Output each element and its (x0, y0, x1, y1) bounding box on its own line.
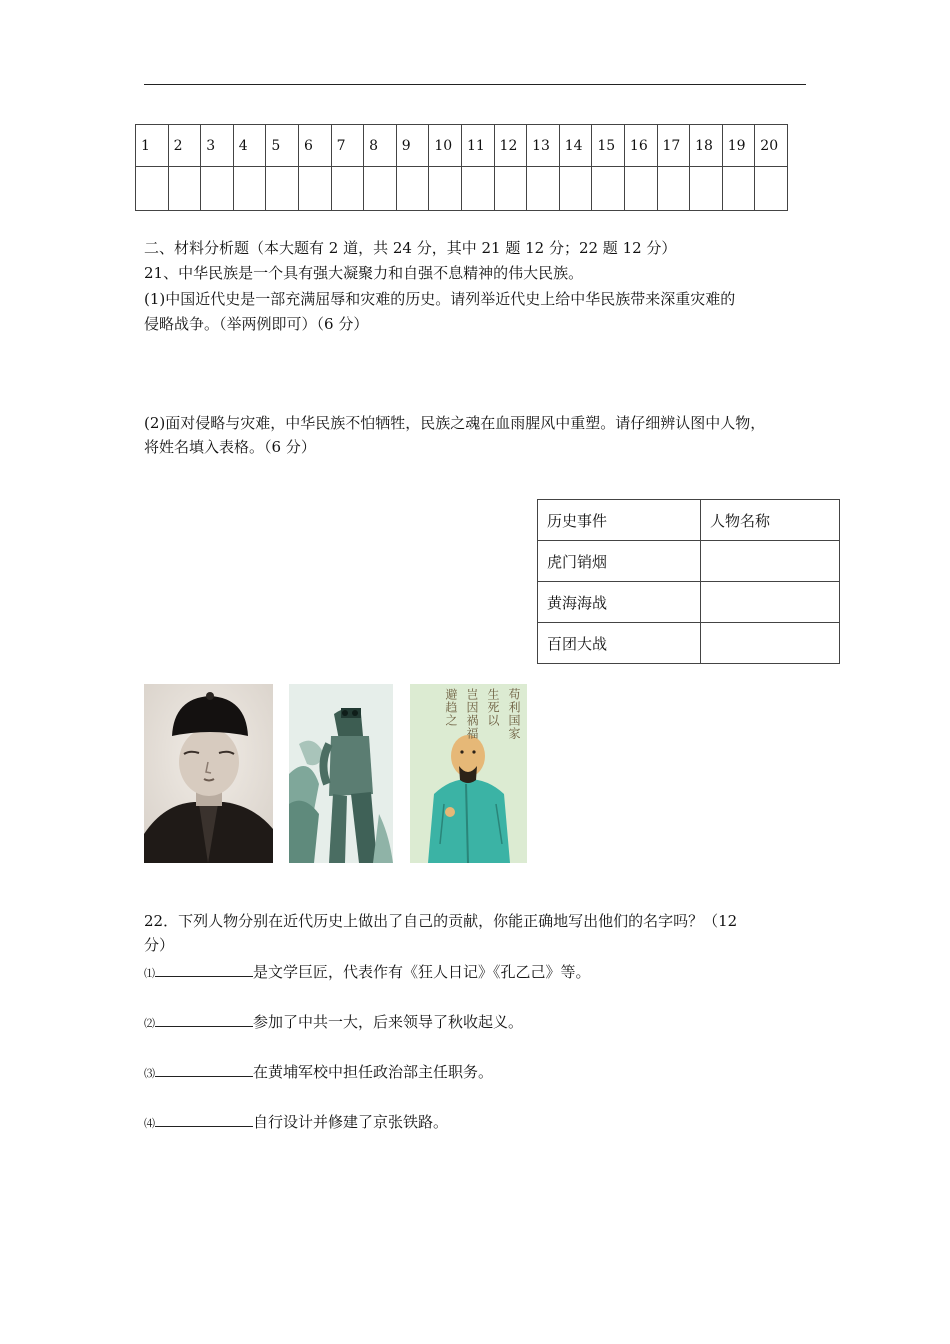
item-text: 在黄埔军校中担任政治部主任职务。 (253, 1063, 494, 1081)
answer-cell[interactable] (559, 167, 592, 211)
answer-blank[interactable] (155, 1062, 253, 1077)
answer-number: 1 (136, 125, 169, 167)
answer-number: 15 (592, 125, 625, 167)
inscription-column: 生死以 (486, 688, 500, 727)
answer-number: 8 (364, 125, 397, 167)
person-answer-cell[interactable] (701, 541, 840, 582)
painted-portrait-with-inscription (410, 684, 527, 863)
table-row (538, 623, 840, 664)
answer-cell[interactable] (461, 167, 494, 211)
answer-cell[interactable] (298, 167, 331, 211)
answer-blank[interactable] (155, 962, 253, 977)
answer-cell[interactable] (592, 167, 625, 211)
q22-item (144, 962, 591, 984)
answer-cell[interactable] (755, 167, 788, 211)
portrait-photo-qing-official (144, 684, 273, 863)
table-header-person: 人物名称 (701, 500, 840, 541)
item-number: ⑷ (144, 1117, 155, 1130)
answer-number: 10 (429, 125, 462, 167)
item-text: 是文学巨匠，代表作有《狂人日记》《孔乙己》等。 (253, 963, 591, 981)
answer-number: 19 (722, 125, 755, 167)
answer-cell[interactable] (657, 167, 690, 211)
q22-item (144, 1012, 523, 1034)
q21-part2-line1: (2)面对侵略与灾难，中华民族不怕牺牲，民族之魂在血雨腥风中重塑。请仔细辨认图中人物， (144, 414, 766, 432)
answer-cell[interactable] (331, 167, 364, 211)
answer-cell[interactable] (494, 167, 527, 211)
portrait-inscription (415, 688, 523, 758)
answer-number: 3 (201, 125, 234, 167)
table-row (538, 582, 840, 623)
answer-cell[interactable] (624, 167, 657, 211)
photo-soldier-binoculars (289, 684, 393, 863)
portrait-image (144, 684, 273, 863)
answer-number: 7 (331, 125, 364, 167)
answer-cell[interactable] (364, 167, 397, 211)
answer-cell[interactable] (136, 167, 169, 211)
answer-number: 14 (559, 125, 592, 167)
answer-number: 12 (494, 125, 527, 167)
q22-item (144, 1112, 448, 1134)
answer-number: 18 (690, 125, 723, 167)
item-number: ⑶ (144, 1067, 155, 1080)
item-number: ⑴ (144, 967, 155, 980)
event-cell: 黄海海战 (538, 582, 701, 623)
q22-item (144, 1062, 493, 1084)
q21-part1-line1: (1)中国近代史是一部充满屈辱和灾难的历史。请列举近代史上给中华民族带来深重灾难的 (144, 290, 736, 308)
inscription-column: 苟利国家 (507, 688, 521, 740)
table-header-event: 历史事件 (538, 500, 701, 541)
event-person-table (537, 499, 840, 664)
table-row (538, 541, 840, 582)
person-answer-cell[interactable] (701, 623, 840, 664)
answer-cell[interactable] (690, 167, 723, 211)
header-rule (144, 84, 806, 85)
answer-cell[interactable] (266, 167, 299, 211)
answer-number: 9 (396, 125, 429, 167)
item-number: ⑵ (144, 1017, 155, 1030)
answer-number: 11 (461, 125, 494, 167)
table-header-row (538, 500, 840, 541)
answer-cell[interactable] (429, 167, 462, 211)
item-text: 参加了中共一大，后来领导了秋收起义。 (253, 1013, 524, 1031)
answer-number: 4 (233, 125, 266, 167)
answer-cell[interactable] (233, 167, 266, 211)
answer-cell[interactable] (722, 167, 755, 211)
inscription-column: 避趋之 (444, 688, 458, 727)
answer-number: 13 (527, 125, 560, 167)
answer-cell[interactable] (201, 167, 234, 211)
answer-cell[interactable] (527, 167, 560, 211)
answer-number: 16 (624, 125, 657, 167)
event-cell: 百团大战 (538, 623, 701, 664)
soldier-image (289, 684, 393, 863)
answer-cell[interactable] (168, 167, 201, 211)
item-text: 自行设计并修建了京张铁路。 (253, 1113, 449, 1131)
answer-cell[interactable] (396, 167, 429, 211)
answer-grid (135, 124, 788, 211)
answer-number: 20 (755, 125, 788, 167)
q21-part1-line2: 侵略战争。（举两例即可）（6 分） (144, 315, 369, 333)
event-cell: 虎门销烟 (538, 541, 701, 582)
answer-number: 6 (298, 125, 331, 167)
answer-number: 5 (266, 125, 299, 167)
section-heading: 二、材料分析题（本大题有 2 道，共 24 分，其中 21 题 12 分；22 题 12 分） (144, 239, 677, 257)
inscription-column: 岂因祸福 (465, 688, 479, 740)
answer-number: 2 (168, 125, 201, 167)
answer-grid-number-row (136, 125, 788, 167)
q21-stem: 21、中华民族是一个具有强大凝聚力和自强不息精神的伟大民族。 (144, 264, 584, 282)
answer-blank[interactable] (155, 1012, 253, 1027)
q22-stem-line1: 22．下列人物分别在近代历史上做出了自己的贡献，你能正确地写出他们的名字吗？（12 (144, 912, 738, 930)
answer-number: 17 (657, 125, 690, 167)
q21-part2-line2: 将姓名填入表格。（6 分） (144, 438, 316, 456)
answer-blank[interactable] (155, 1112, 253, 1127)
q22-stem-line2: 分） (144, 936, 175, 954)
answer-grid-blank-row (136, 167, 788, 211)
person-answer-cell[interactable] (701, 582, 840, 623)
